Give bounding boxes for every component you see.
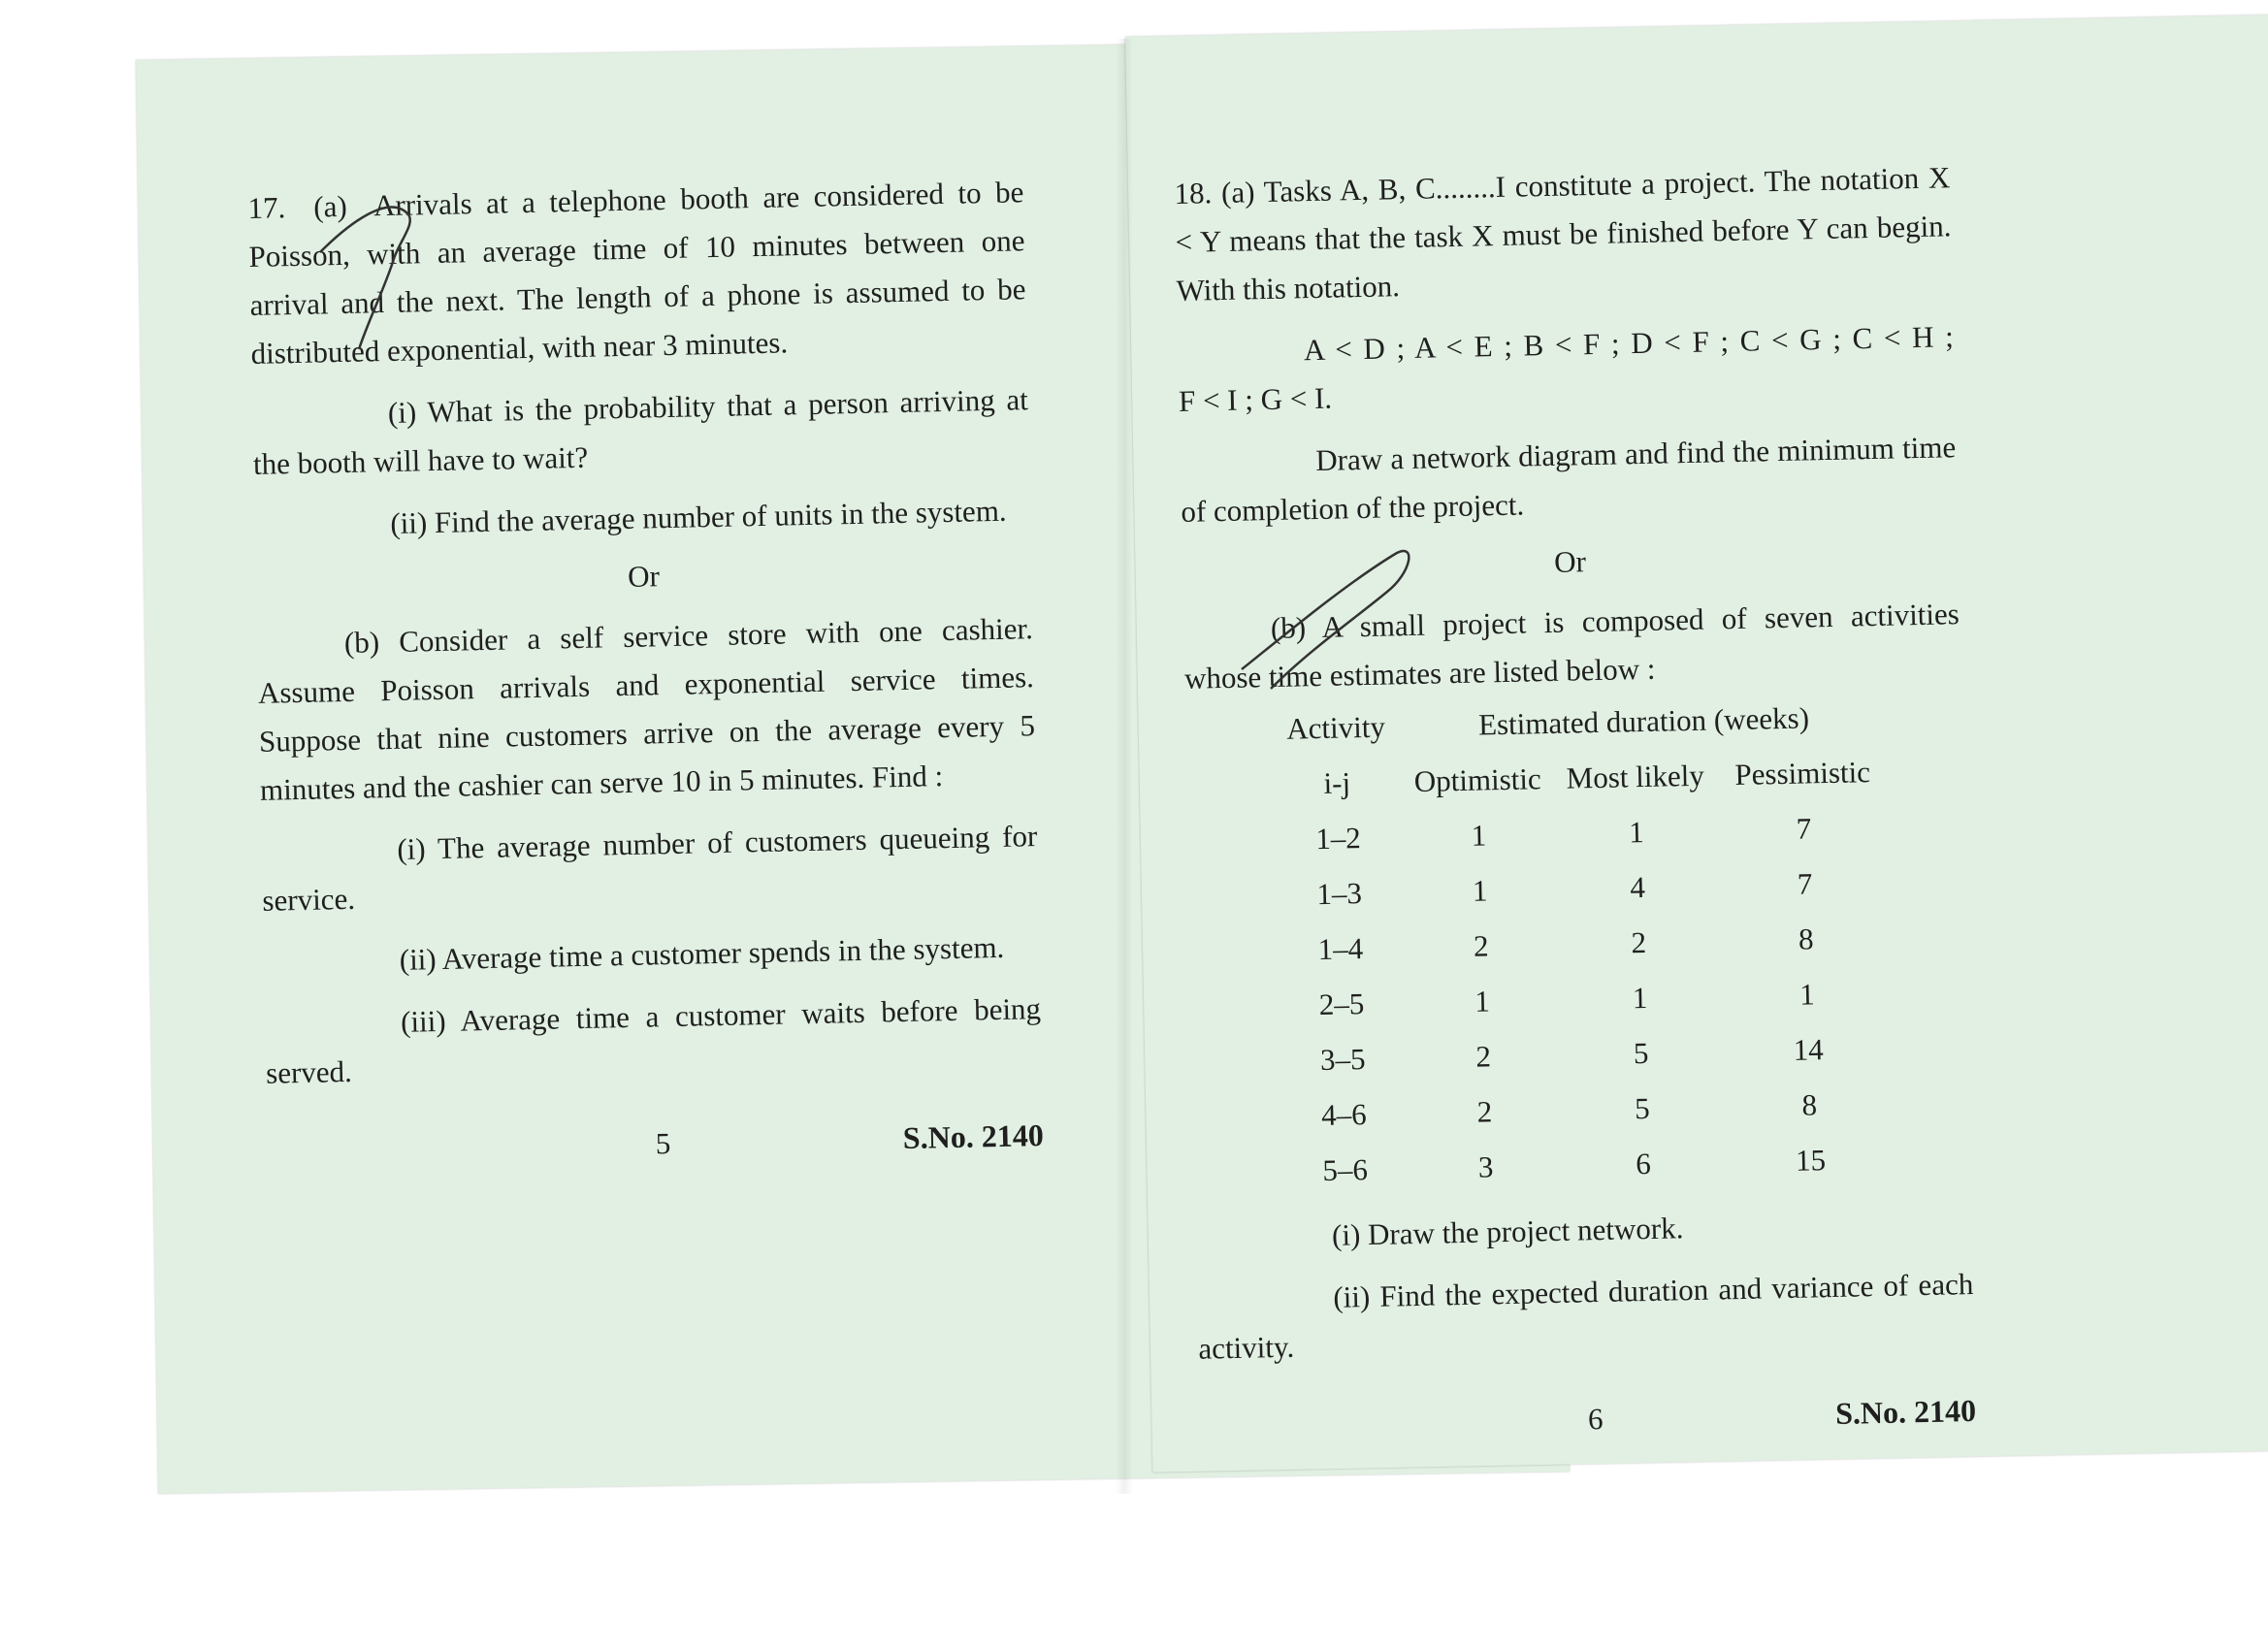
cell-activity: 1–3 <box>1316 875 1363 911</box>
cell-pessimistic: 8 <box>1798 921 1814 956</box>
cell-pessimistic: 7 <box>1797 865 1813 901</box>
question-text: Arrivals at a telephone booth are considered to be Poisson, with an average time of 10 minutes between one arrival and the next. The length of a phone is assumed to be distributed exponential, with near 3 minutes. <box>248 175 1026 371</box>
cell-optimistic: 1 <box>1471 817 1487 853</box>
cell-optimistic: 3 <box>1477 1148 1494 1184</box>
cell-most-likely: 6 <box>1635 1146 1652 1180</box>
page-number: 5 <box>655 1126 671 1161</box>
part-label: (a) <box>312 188 348 224</box>
header-activity: Activity <box>1285 709 1386 746</box>
precedence-relations-line-2: F < I ; G < I. <box>1178 380 1333 418</box>
question-17a-i: (i) What is the probability that a person arriving at the booth will have to wait? <box>252 382 1029 481</box>
header-most-likely: Most likely <box>1566 758 1705 795</box>
question-number: 17. <box>247 190 286 225</box>
cell-pessimistic: 15 <box>1795 1142 1827 1178</box>
center-fold <box>1116 39 1133 1494</box>
cell-most-likely: 1 <box>1632 980 1648 1015</box>
or-separator: Or <box>1553 544 1587 579</box>
cell-pessimistic: 8 <box>1801 1086 1818 1122</box>
cell-pessimistic: 7 <box>1796 810 1812 846</box>
question-18b-ii: (ii) Find the expected duration and variance of each activity. <box>1198 1266 1974 1366</box>
cell-activity: 1–2 <box>1314 820 1362 856</box>
question-18a-instruction: Draw a network diagram and find the minimum time of completion of the project. <box>1181 430 1957 529</box>
question-17b-iii: (iii) Average time a customer waits before being served. <box>265 991 1042 1090</box>
serial-number: S.No. 2140 <box>1834 1392 1977 1431</box>
or-separator: Or <box>627 559 661 594</box>
question-17b-i: (i) The average number of customers queueing for service. <box>262 819 1038 918</box>
cell-most-likely: 5 <box>1633 1035 1649 1070</box>
precedence-relations-line-1: A < D ; A < E ; B < F ; D < F ; C < G ; C < H ; <box>1303 319 1955 368</box>
cell-activity: 2–5 <box>1318 986 1365 1021</box>
cell-pessimistic: 1 <box>1798 976 1816 1012</box>
question-17a-ii: (ii) Find the average number of units in the system. <box>389 493 1007 540</box>
page-number: 6 <box>1587 1402 1604 1437</box>
cell-most-likely: 5 <box>1634 1090 1650 1125</box>
question-18b: (b) A small project is composed of seven activities whose time estimates are listed below : <box>1183 597 1960 695</box>
cell-activity: 1–4 <box>1317 930 1364 966</box>
cell-optimistic: 2 <box>1473 927 1489 963</box>
cell-most-likely: 2 <box>1631 924 1647 959</box>
cell-pessimistic: 14 <box>1793 1031 1824 1067</box>
cell-optimistic: 2 <box>1476 1093 1493 1129</box>
cell-most-likely: 4 <box>1629 869 1646 904</box>
question-18b-i: (i) Draw the project network. <box>1331 1211 1684 1252</box>
cell-activity: 3–5 <box>1319 1041 1366 1077</box>
cell-most-likely: 1 <box>1628 814 1645 849</box>
cell-activity: 4–6 <box>1320 1096 1368 1132</box>
cell-optimistic: 1 <box>1474 983 1491 1018</box>
cell-optimistic: 1 <box>1472 872 1488 908</box>
question-17a <box>247 168 1027 378</box>
header-optimistic: Optimistic <box>1413 760 1542 798</box>
cell-optimistic: 2 <box>1475 1038 1492 1074</box>
activity-table <box>1272 689 1898 1199</box>
header-pessimistic: Pessimistic <box>1734 754 1871 792</box>
header-estimated-duration: Estimated duration (weeks) <box>1477 699 1810 742</box>
question-17b: (b) Consider a self service store with one cashier. Assume Poisson arrivals and exponential service times. Suppose that nine customers arrive on the average every 5 minutes and the cashier can serve 10 in 5 minutes. Find : <box>257 611 1036 807</box>
cell-activity: 5–6 <box>1322 1151 1369 1187</box>
right-page <box>1174 153 1977 1451</box>
header-ij: i-j <box>1323 764 1351 800</box>
serial-number: S.No. 2140 <box>902 1117 1045 1156</box>
question-18a: 18. (a) Tasks A, B, C........I constitute a project. The notation X < Y means that the task X must be finished before Y can begin. With this notation. <box>1174 160 1952 307</box>
question-17b-ii: (ii) Average time a customer spends in the system. <box>399 929 1005 977</box>
left-page <box>247 168 1044 1177</box>
